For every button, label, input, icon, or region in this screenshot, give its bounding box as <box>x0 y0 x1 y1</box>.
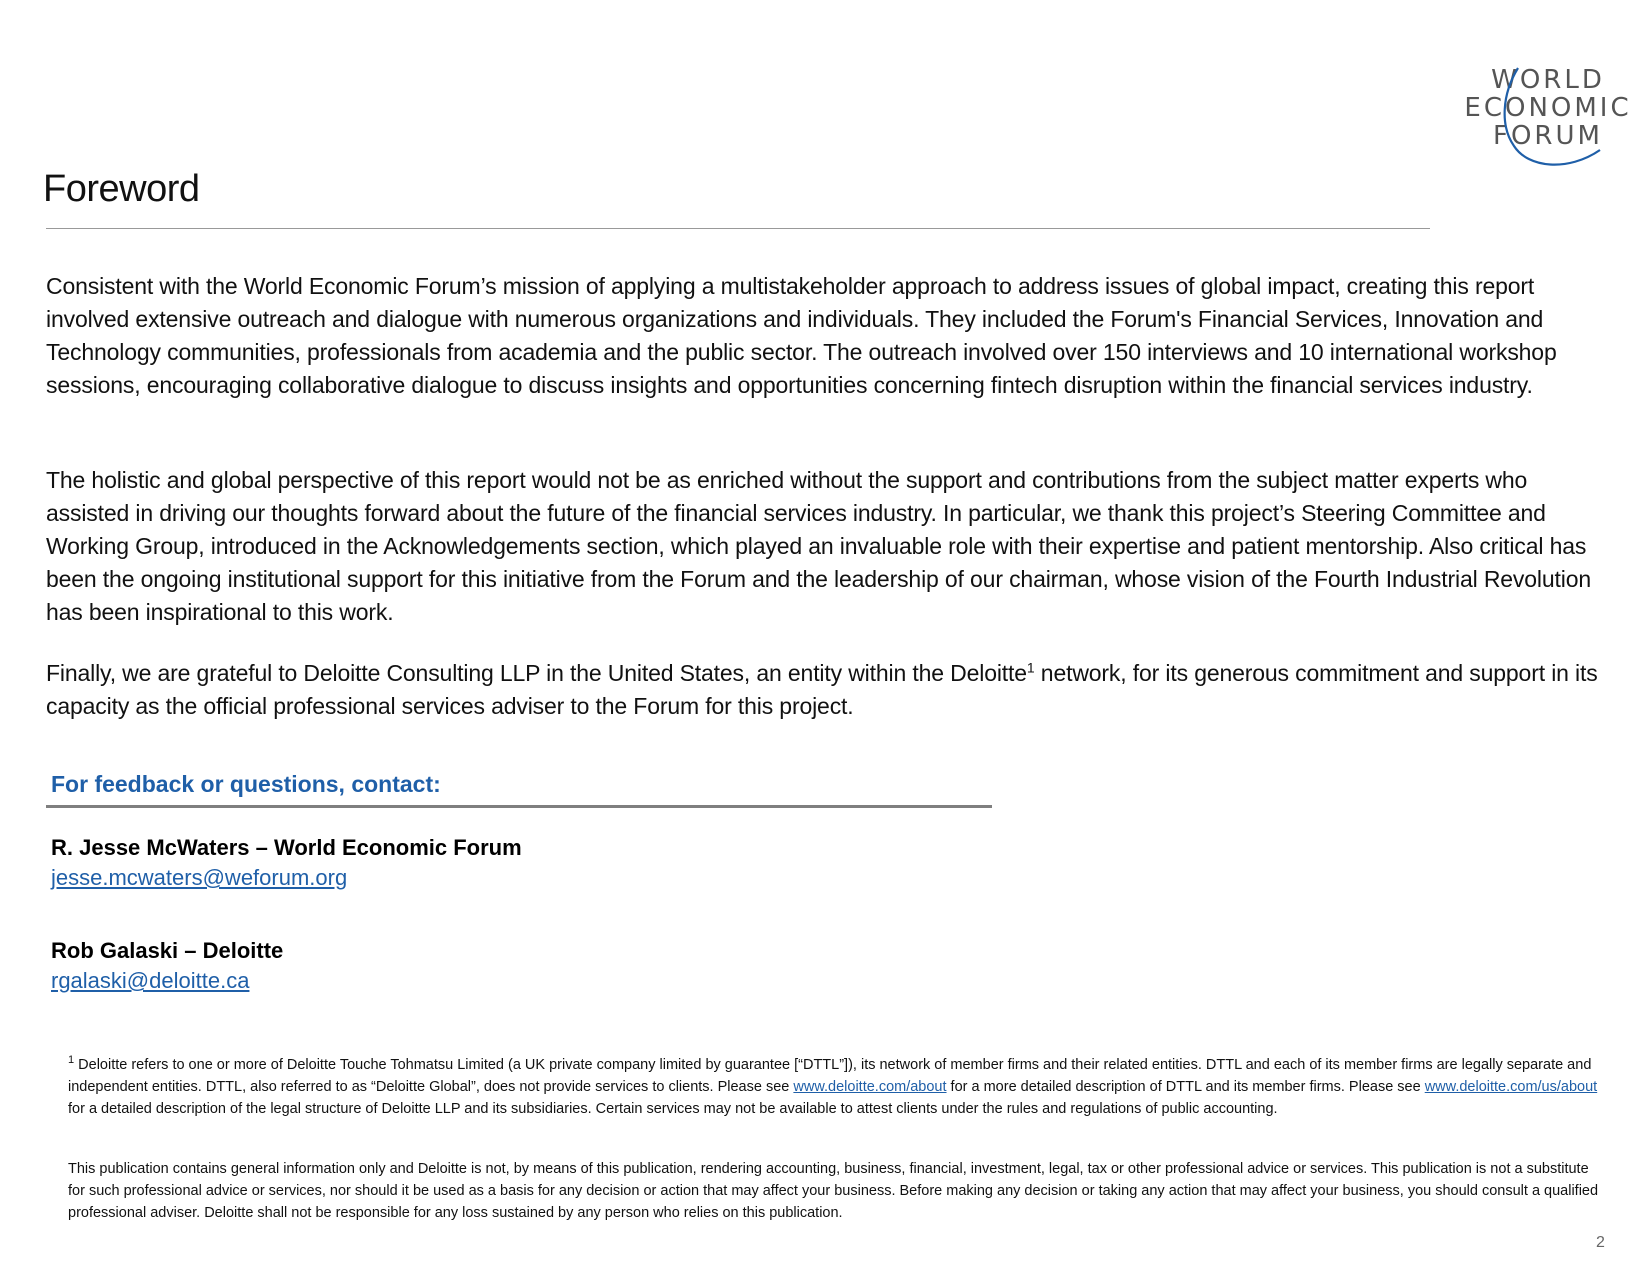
page-title: Foreword <box>43 168 200 210</box>
contact-name: R. Jesse McWaters – World Economic Forum <box>51 835 522 860</box>
logo-arc-icon <box>1458 64 1638 174</box>
wef-logo <box>1458 64 1638 174</box>
title-divider <box>46 228 1430 229</box>
deloitte-us-about-link[interactable]: www.deloitte.com/us/about <box>1424 1079 1598 1095</box>
contact-email-link[interactable]: jesse.mcwaters@weforum.org <box>51 865 348 890</box>
disclaimer-text: This publication contains general information only and Deloitte is not, by means of this publication, rendering accounting, business, financial, investment, legal, tax or other professional advice or services. This publication is not a substitute for such professional advice or services, nor should it be used as a basis for any decision or action that may affect your business. Before making any decision or taking any action that may affect your business, you should consult a qualified professional adviser. Deloitte shall not be responsible for any loss sustained by any person who relies on this publication. <box>68 1161 1599 1221</box>
logo-line-forum: FORUM <box>1493 121 1603 151</box>
paragraph-3-text-a: Finally, we are grateful to Deloitte Consulting LLP in the United States, an entity within the Deloitte <box>46 660 1027 686</box>
footnote-ref: 1 <box>1026 659 1035 676</box>
logo-line-world: WORLD <box>1491 65 1605 95</box>
footnote-deloitte <box>68 1054 1608 1120</box>
contact-divider <box>46 805 992 808</box>
logo-line-economic: ECONOMIC <box>1464 93 1632 123</box>
paragraph-3-text-b: network, for its generous commitment and support in its capacity as the official professional services adviser to the Forum for this project. <box>46 660 1598 719</box>
footnote-marker: 1 <box>68 1054 75 1067</box>
contact-heading: For feedback or questions, contact: <box>51 771 441 797</box>
deloitte-about-link[interactable]: www.deloitte.com/about <box>793 1079 947 1095</box>
foreword-paragraph-2: The holistic and global perspective of this report would not be as enriched without the support and contributions from the subject matter experts who assisted in driving our thoughts forward about the future of the financial services industry. In particular, we thank this project’s Steering Committee and Working Group, introduced in the Acknowledgements section, which played an invaluable role with their expertise and patient mentorship. Also critical has been the ongoing institutional support for this initiative from the Forum and the leadership of our chairman, whose vision of the Fourth Industrial Revolution has been inspirational to this work. <box>46 467 1592 625</box>
foreword-paragraph-1: Consistent with the World Economic Forum’s mission of applying a multistakeholder approach to address issues of global impact, creating this report involved extensive outreach and dialogue with numerous organizations and individuals. They included the Forum's Financial Services, Innovation and Technology communities, professionals from academia and the public sector. The outreach involved over 150 interviews and 10 international workshop sessions, encouraging collaborative dialogue to discuss insights and opportunities concerning fintech disruption within the financial services industry. <box>46 273 1557 398</box>
footnote-text: Deloitte refers to one or more of Deloitte Touche Tohmatsu Limited (a UK private company limited by guarantee [“DTTL”]), its network of member firms and their related entities. DTTL and each of its member firms are legally separate and independent entities. DTTL, also referred to as “Deloitte Global”, does not provide services to clients. Please see <box>68 1057 1592 1095</box>
foreword-paragraph-3 <box>46 657 1606 723</box>
footnote-text: for a detailed description of the legal structure of Deloitte LLP and its subsidiaries. Certain services may not be available to attest clients under the rules and regulations of public accounting. <box>68 1101 1278 1117</box>
contact-email-link[interactable]: rgalaski@deloitte.ca <box>51 968 250 993</box>
contact-name: Rob Galaski – Deloitte <box>51 938 284 963</box>
footnote-text: for a more detailed description of DTTL and its member firms. Please see <box>946 1079 1425 1095</box>
page-number: 2 <box>1596 1234 1605 1251</box>
